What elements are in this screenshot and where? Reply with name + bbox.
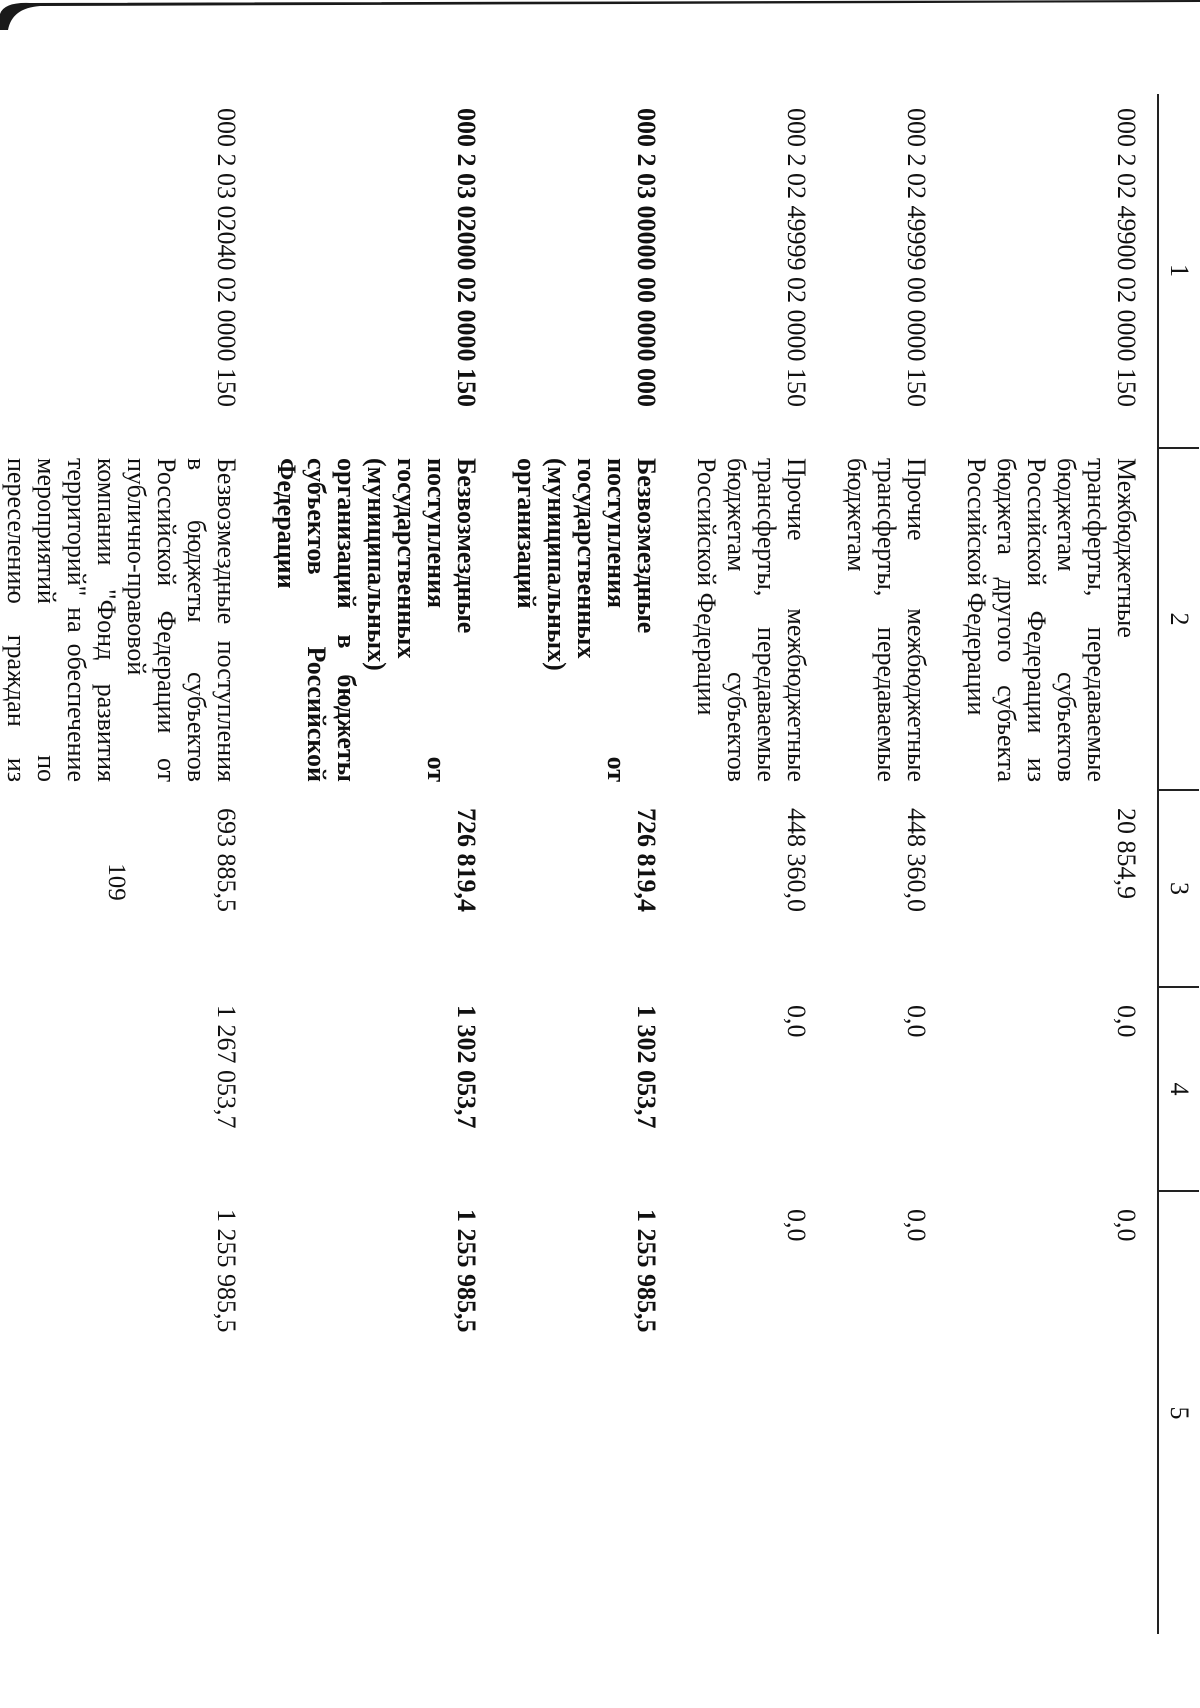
name-cell: Безвозмездные поступления от государственных (муниципальных) организаций в бюджеты субъектов Российской Федерации (272, 458, 481, 782)
table-header (1158, 94, 1199, 1634)
name-cell: Безвозмездные поступления от государственных (муниципальных) организаций (512, 458, 661, 782)
code-cell: 000 2 02 49999 02 0000 150 (782, 108, 811, 407)
value-cell-col5: 0,0 (902, 1209, 931, 1242)
value-cell-col4: 1 267 053,7 (212, 1005, 241, 1129)
table-row-bold (497, 94, 677, 1634)
value-cell-col5: 0,0 (1112, 1209, 1141, 1242)
value-cell-col4: 0,0 (902, 1005, 931, 1038)
code-cell: 000 2 02 49900 02 0000 150 (1112, 108, 1141, 407)
header-row (1158, 94, 1199, 1634)
header-cell-4: 4 (1158, 987, 1199, 1191)
header-cell-2: 2 (1158, 448, 1199, 790)
header-cell-3: 3 (1158, 790, 1199, 987)
table-row (827, 94, 947, 1634)
name-cell: Прочие межбюджетные трансферты, передаваемые бюджетам субъектов Российской Федерации (692, 458, 811, 782)
value-cell-col5: 1 255 985,5 (212, 1209, 241, 1333)
value-cell-col5: 1 255 985,5 (632, 1209, 661, 1333)
table-row (0, 94, 257, 1634)
value-cell-col3: 693 885,5 (212, 808, 241, 912)
name-cell: Межбюджетные трансферты, передаваемые бюджетам субъектов Российской Федерации из бюджета другого субъекта Российской Федерации (962, 458, 1141, 782)
value-cell-col5: 0,0 (782, 1209, 811, 1242)
budget-table (0, 94, 1199, 1634)
page-number: 109 (103, 863, 130, 901)
value-cell-col5: 1 255 985,5 (452, 1209, 481, 1333)
scan-edge-shadow (0, 0, 1200, 30)
code-cell: 000 2 02 49999 00 0000 150 (902, 108, 931, 407)
value-cell-col4: 0,0 (782, 1005, 811, 1038)
value-cell-col3: 726 819,4 (632, 808, 661, 912)
value-cell-col3: 20 854,9 (1112, 808, 1141, 899)
table-row-bold (257, 94, 497, 1634)
header-cell-5: 5 (1158, 1191, 1199, 1634)
value-cell-col3: 448 360,0 (782, 808, 811, 912)
code-cell: 000 2 03 02000 02 0000 150 (452, 108, 481, 407)
value-cell-col4: 1 302 053,7 (452, 1005, 481, 1129)
code-cell: 000 2 03 02040 02 0000 150 (212, 108, 241, 407)
code-cell: 000 2 03 00000 00 0000 000 (632, 108, 661, 407)
table-body (0, 94, 1158, 1634)
table-row (677, 94, 827, 1634)
name-cell: Прочие межбюджетные трансферты, передаваемые бюджетам (842, 458, 931, 782)
table-row (947, 94, 1158, 1634)
name-cell: Безвозмездные поступления в бюджеты субъектов Российской Федерации от публично-правовой компании "Фонд развития территорий" на обеспечение мероприятий по переселению граждан из (2, 458, 241, 782)
value-cell-col3: 448 360,0 (902, 808, 931, 912)
value-cell-col3: 726 819,4 (452, 808, 481, 912)
header-cell-1: 1 (1158, 94, 1199, 448)
value-cell-col4: 0,0 (1112, 1005, 1141, 1038)
value-cell-col4: 1 302 053,7 (632, 1005, 661, 1129)
